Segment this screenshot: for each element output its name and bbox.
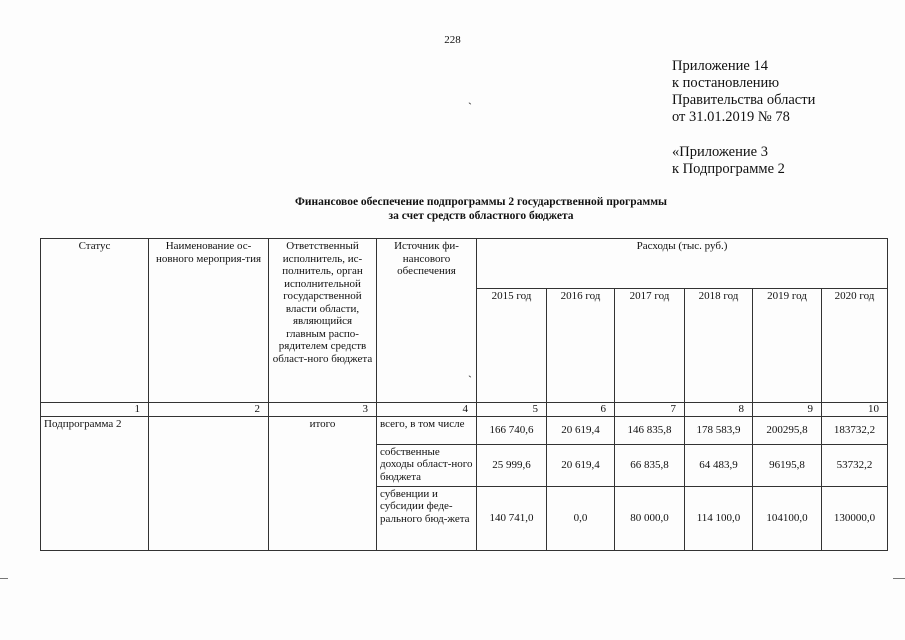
value-cell: 64 483,9 bbox=[685, 444, 753, 486]
scan-edge-mark bbox=[0, 578, 8, 579]
title-line-1: Финансовое обеспечение подпрограммы 2 государственной программы bbox=[294, 196, 668, 208]
column-number: 9 bbox=[753, 403, 822, 417]
header-year: 2016 год bbox=[547, 289, 615, 403]
appendix-ref-line: к Подпрограмме 2 bbox=[672, 161, 785, 177]
column-number: 1 bbox=[41, 403, 149, 417]
column-number: 8 bbox=[685, 403, 753, 417]
column-number-row bbox=[41, 403, 888, 417]
source-cell: субвенции и субсидии феде-рального бюд-жета bbox=[377, 486, 477, 550]
value-cell: 130000,0 bbox=[822, 486, 888, 550]
scan-speck: ˋ bbox=[468, 373, 472, 387]
value-cell: 0,0 bbox=[547, 486, 615, 550]
value-cell: 25 999,6 bbox=[477, 444, 547, 486]
header-executor: Ответственный исполнитель, ис-полнитель, орган исполнительной государственной власти области, являющийся главным распо-рядителем средств област-ного бюджета bbox=[269, 239, 377, 403]
appendix-line: Приложение 14 bbox=[672, 58, 768, 74]
value-cell: 20 619,4 bbox=[547, 444, 615, 486]
appendix-block bbox=[672, 58, 815, 178]
header-expenses: Расходы (тыс. руб.) bbox=[477, 239, 888, 289]
event-cell bbox=[149, 416, 269, 550]
header-year: 2015 год bbox=[477, 289, 547, 403]
page-number: 228 bbox=[444, 34, 461, 46]
column-number: 5 bbox=[477, 403, 547, 417]
value-cell: 114 100,0 bbox=[685, 486, 753, 550]
title-line-2: за счет средств областного бюджета bbox=[388, 210, 574, 222]
scan-edge-mark bbox=[893, 578, 905, 579]
appendix-line: к постановлению bbox=[672, 75, 780, 91]
value-cell: 20 619,4 bbox=[547, 416, 615, 444]
appendix-ref-line: «Приложение 3 bbox=[672, 144, 768, 160]
header-source: Источник фи-нансового обеспечения bbox=[377, 239, 477, 403]
financing-table bbox=[40, 238, 888, 551]
header-year: 2018 год bbox=[685, 289, 753, 403]
header-event: Наименование ос-новного мероприя-тия bbox=[149, 239, 269, 403]
source-cell: собственные доходы област-ного бюджета bbox=[377, 444, 477, 486]
value-cell: 166 740,6 bbox=[477, 416, 547, 444]
column-number: 2 bbox=[149, 403, 269, 417]
header-status: Статус bbox=[41, 239, 149, 403]
column-number: 7 bbox=[615, 403, 685, 417]
header-year: 2017 год bbox=[615, 289, 685, 403]
value-cell: 146 835,8 bbox=[615, 416, 685, 444]
appendix-line: от 31.01.2019 № 78 bbox=[672, 109, 790, 125]
executor-cell: итого bbox=[269, 416, 377, 550]
document-title bbox=[0, 195, 905, 223]
column-number: 3 bbox=[269, 403, 377, 417]
table-row bbox=[41, 416, 888, 444]
value-cell: 80 000,0 bbox=[615, 486, 685, 550]
value-cell: 200295,8 bbox=[753, 416, 822, 444]
appendix-line: Правительства области bbox=[672, 92, 816, 108]
value-cell: 140 741,0 bbox=[477, 486, 547, 550]
value-cell: 96195,8 bbox=[753, 444, 822, 486]
value-cell: 66 835,8 bbox=[615, 444, 685, 486]
value-cell: 183732,2 bbox=[822, 416, 888, 444]
source-cell: всего, в том числе bbox=[377, 416, 477, 444]
scan-speck: ˋ bbox=[468, 100, 472, 114]
value-cell: 104100,0 bbox=[753, 486, 822, 550]
status-cell: Подпрограмма 2 bbox=[41, 416, 149, 550]
column-number: 10 bbox=[822, 403, 888, 417]
header-year: 2020 год bbox=[822, 289, 888, 403]
column-number: 6 bbox=[547, 403, 615, 417]
value-cell: 53732,2 bbox=[822, 444, 888, 486]
value-cell: 178 583,9 bbox=[685, 416, 753, 444]
header-year: 2019 год bbox=[753, 289, 822, 403]
column-number: 4 bbox=[377, 403, 477, 417]
